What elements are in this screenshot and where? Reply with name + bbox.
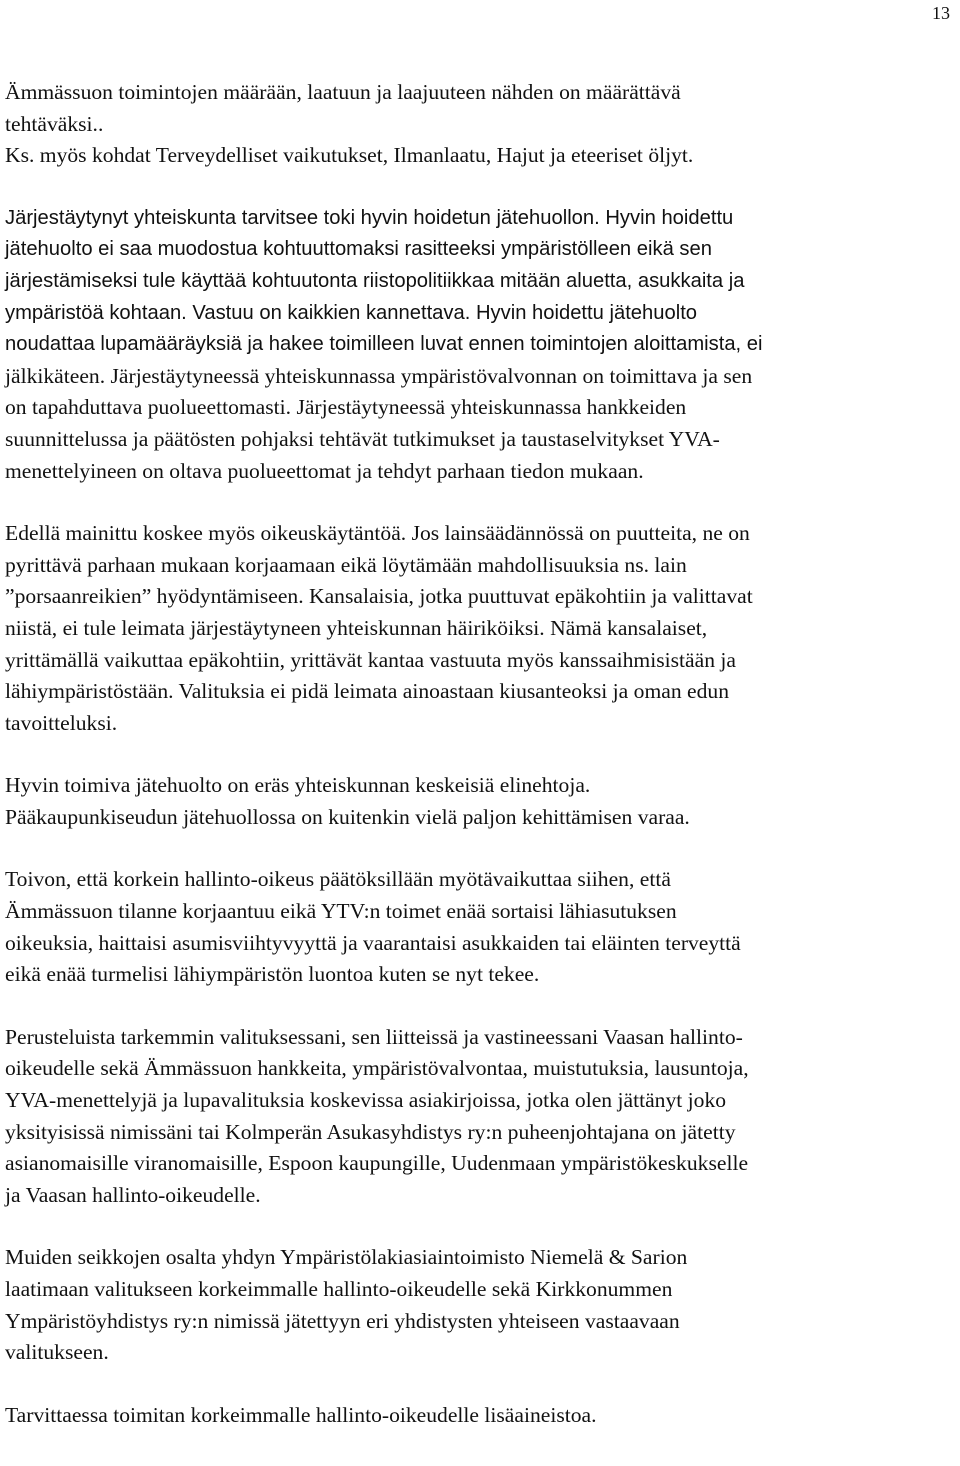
page-number: 13	[932, 3, 950, 23]
text-line: menettelyineen on oltava puolueettomat ja tehdyt parhaan tiedon mukaan.	[5, 458, 644, 483]
text-line: ”porsaanreikien” hyödyntämiseen. Kansalaisia, jotka puuttuvat epäkohtiin ja valittavat	[5, 584, 753, 609]
text-line: Ks. myös kohdat Terveydelliset vaikutukset, Ilmanlaatu, Hajut ja eteeriset öljyt.	[5, 143, 694, 168]
text-line: ja Vaasan hallinto-oikeudelle.	[5, 1182, 261, 1207]
text-line: Ämmässuon toimintojen määrään, laatuun ja laajuuteen nähden on määrättävä	[5, 80, 681, 104]
paragraph	[5, 1022, 950, 1212]
text-line: suunnittelussa ja päätösten pohjaksi tehtävät tutkimukset ja taustaselvitykset YVA-	[5, 426, 720, 451]
text-line: Pääkaupunkiseudun jätehuollossa on kuitenkin vielä paljon kehittämisen varaa.	[5, 804, 690, 829]
paragraph	[5, 203, 950, 487]
paragraph	[5, 1400, 950, 1432]
paragraph	[5, 518, 950, 739]
text-line: Muiden seikkojen osalta yhdyn Ympäristölakiasiaintoimisto Niemelä & Sarion	[5, 1245, 688, 1270]
text-line: laatimaan valitukseen korkeimmalle hallinto-oikeudelle sekä Kirkkonummen	[5, 1277, 673, 1301]
text-line: noudattaa lupamääräyksiä ja hakee toimilleen luvat ennen toimintojen aloittamista, ei	[5, 333, 763, 356]
text-line: yrittämällä vaikuttaa epäkohtiin, yrittävät kantaa vastuuta myös kanssaihmisistään ja	[5, 647, 736, 672]
text-line: valitukseen.	[5, 1340, 109, 1365]
document-body	[5, 77, 950, 1462]
text-line: jätehuolto ei saa muodostua kohtuuttomaksi rasitteeksi ympäristölleen eikä sen	[5, 238, 712, 261]
text-line: niistä, ei tule leimata järjestäytyneen yhteiskunnan häiriköiksi. Nämä kansalaiset,	[5, 615, 708, 640]
text-line: jälkikäteen. Järjestäytyneessä yhteiskunnassa ympäristövalvonnan on toimittava ja sen	[5, 363, 753, 388]
text-line: Perusteluista tarkemmin valituksessani, sen liitteissä ja vastineessani Vaasan hallinto-	[5, 1024, 743, 1049]
text-line: Tarvittaessa toimitan korkeimmalle hallinto-oikeudelle lisäaineistoa.	[5, 1402, 597, 1427]
text-line: Hyvin toimiva jätehuolto on eräs yhteiskunnan keskeisiä elinehtoja.	[5, 773, 591, 798]
text-line: oikeuksia, haittaisi asumisviihtyvyyttä ja vaarantaisi asukkaiden tai eläinten terveyttä	[5, 930, 741, 955]
text-line: on tapahduttava puolueettomasti. Järjestäytyneessä yhteiskunnassa hankkeiden	[5, 395, 687, 420]
paragraph	[5, 770, 950, 833]
paragraph	[5, 864, 950, 990]
text-line: järjestämiseksi tule käyttää kohtuutonta riistopolitiikkaa mitään aluetta, asukkaita ja	[5, 269, 745, 292]
text-line: YVA-menettelyjä ja lupavalituksia koskevissa asiakirjoissa, jotka olen jättänyt joko	[5, 1088, 727, 1113]
text-line: tehtäväksi..	[5, 111, 104, 136]
text-line: asianomaisille viranomaisille, Espoon kaupungille, Uudenmaan ympäristökeskukselle	[5, 1151, 749, 1176]
text-line: ympäristöä kohtaan. Vastuu on kaikkien kannettava. Hyvin hoidettu jätehuolto	[5, 301, 698, 324]
text-line: Ämmässuon tilanne korjaantuu eikä YTV:n toimet enää sortaisi lähiasutuksen	[5, 899, 677, 924]
text-line: pyrittävä parhaan mukaan korjaamaan eikä löytämään mahdollisuuksia ns. lain	[5, 552, 687, 577]
text-line: Järjestäytynyt yhteiskunta tarvitsee toki hyvin hoidetun jätehuollon. Hyvin hoidettu	[5, 206, 734, 229]
text-line: tavoitteluksi.	[5, 710, 118, 735]
paragraph	[5, 1242, 950, 1368]
text-line: Toivon, että korkein hallinto-oikeus päätöksillään myötävaikuttaa siihen, että	[5, 867, 671, 892]
text-line: eikä enää turmelisi lähiympäristön luontoa kuten se nyt tekee.	[5, 962, 540, 987]
text-line: oikeudelle sekä Ämmässuon hankkeita, ympäristövalvontaa, muistutuksia, lausuntoja,	[5, 1056, 749, 1081]
text-line: Ympäristöyhdistys ry:n nimissä jätettyyn eri yhdistysten yhteiseen vastaavaan	[5, 1308, 680, 1333]
paragraph	[5, 77, 950, 172]
text-line: yksityisissä nimissäni tai Kolmperän Asukasyhdistys ry:n puheenjohtajana on jätetty	[5, 1119, 736, 1144]
text-line: Edellä mainittu koskee myös oikeuskäytäntöä. Jos lainsäädännössä on puutteita, ne on	[5, 521, 750, 546]
text-line: lähiympäristöstään. Valituksia ei pidä leimata ainoastaan kiusanteoksi ja oman edun	[5, 679, 730, 704]
